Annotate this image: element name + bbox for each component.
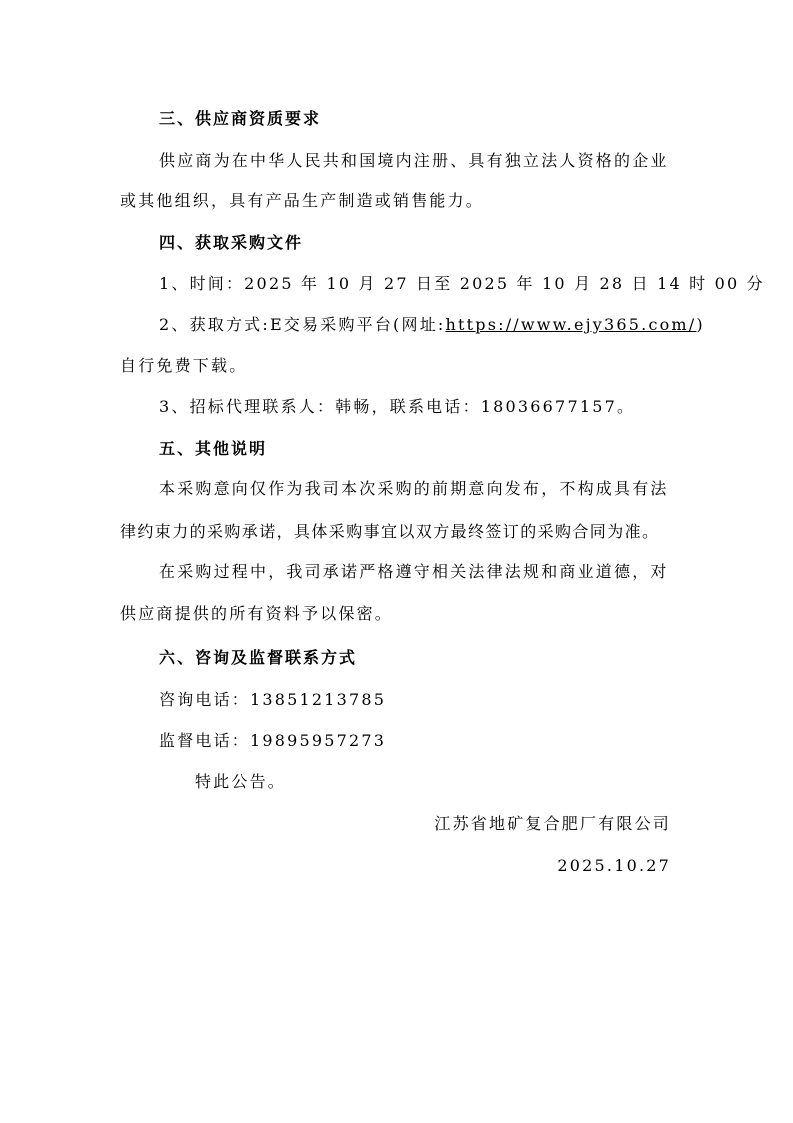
date: 2025.10.27	[557, 856, 671, 875]
consult-phone: 咨询电话：13851213785	[159, 690, 387, 709]
section5-para2-line2: 供应商提供的所有资料予以保密。	[120, 604, 394, 623]
section5-heading: 五、其他说明	[159, 439, 268, 458]
company-name: 江苏省地矿复合肥厂有限公司	[434, 814, 671, 833]
closing-notice: 特此公告。	[195, 772, 287, 791]
section3-para-line1: 供应商为在中华人民共和国境内注册、具有独立法人资格的企业	[159, 151, 669, 170]
section6-heading: 六、咨询及监督联系方式	[159, 648, 358, 667]
section3-heading: 三、供应商资质要求	[159, 109, 322, 128]
section5-para2-line1: 在采购过程中，我司承诺严格遵守相关法律法规和商业道德，对	[159, 562, 669, 581]
section3-para-line2: 或其他组织，具有产品生产制造或销售能力。	[120, 191, 485, 210]
section4-item2-suffix: )	[696, 315, 705, 334]
ejy365-link[interactable]: https://www.ejy365.com/	[445, 315, 697, 334]
section4-item2	[159, 315, 705, 335]
section4-item1: 1、时间：2025 年 10 月 27 日至 2025 年 10 月 28 日 14 时 00 分	[159, 274, 765, 293]
supervise-phone: 监督电话：19895957273	[159, 731, 387, 750]
section5-para1-line2: 律约束力的采购承诺，具体采购事宜以双方最终签订的采购合同为准。	[120, 522, 660, 541]
section4-item2-line2: 自行免费下载。	[120, 356, 248, 375]
section4-item3: 3、招标代理联系人：韩畅，联系电话：18036677157。	[159, 397, 636, 416]
section4-item2-prefix: 2、获取方式:E交易采购平台(网址:	[159, 315, 446, 334]
section5-para1-line1: 本采购意向仅作为我司本次采购的前期意向发布，不构成具有法	[159, 479, 669, 498]
section4-heading: 四、获取采购文件	[159, 233, 304, 252]
